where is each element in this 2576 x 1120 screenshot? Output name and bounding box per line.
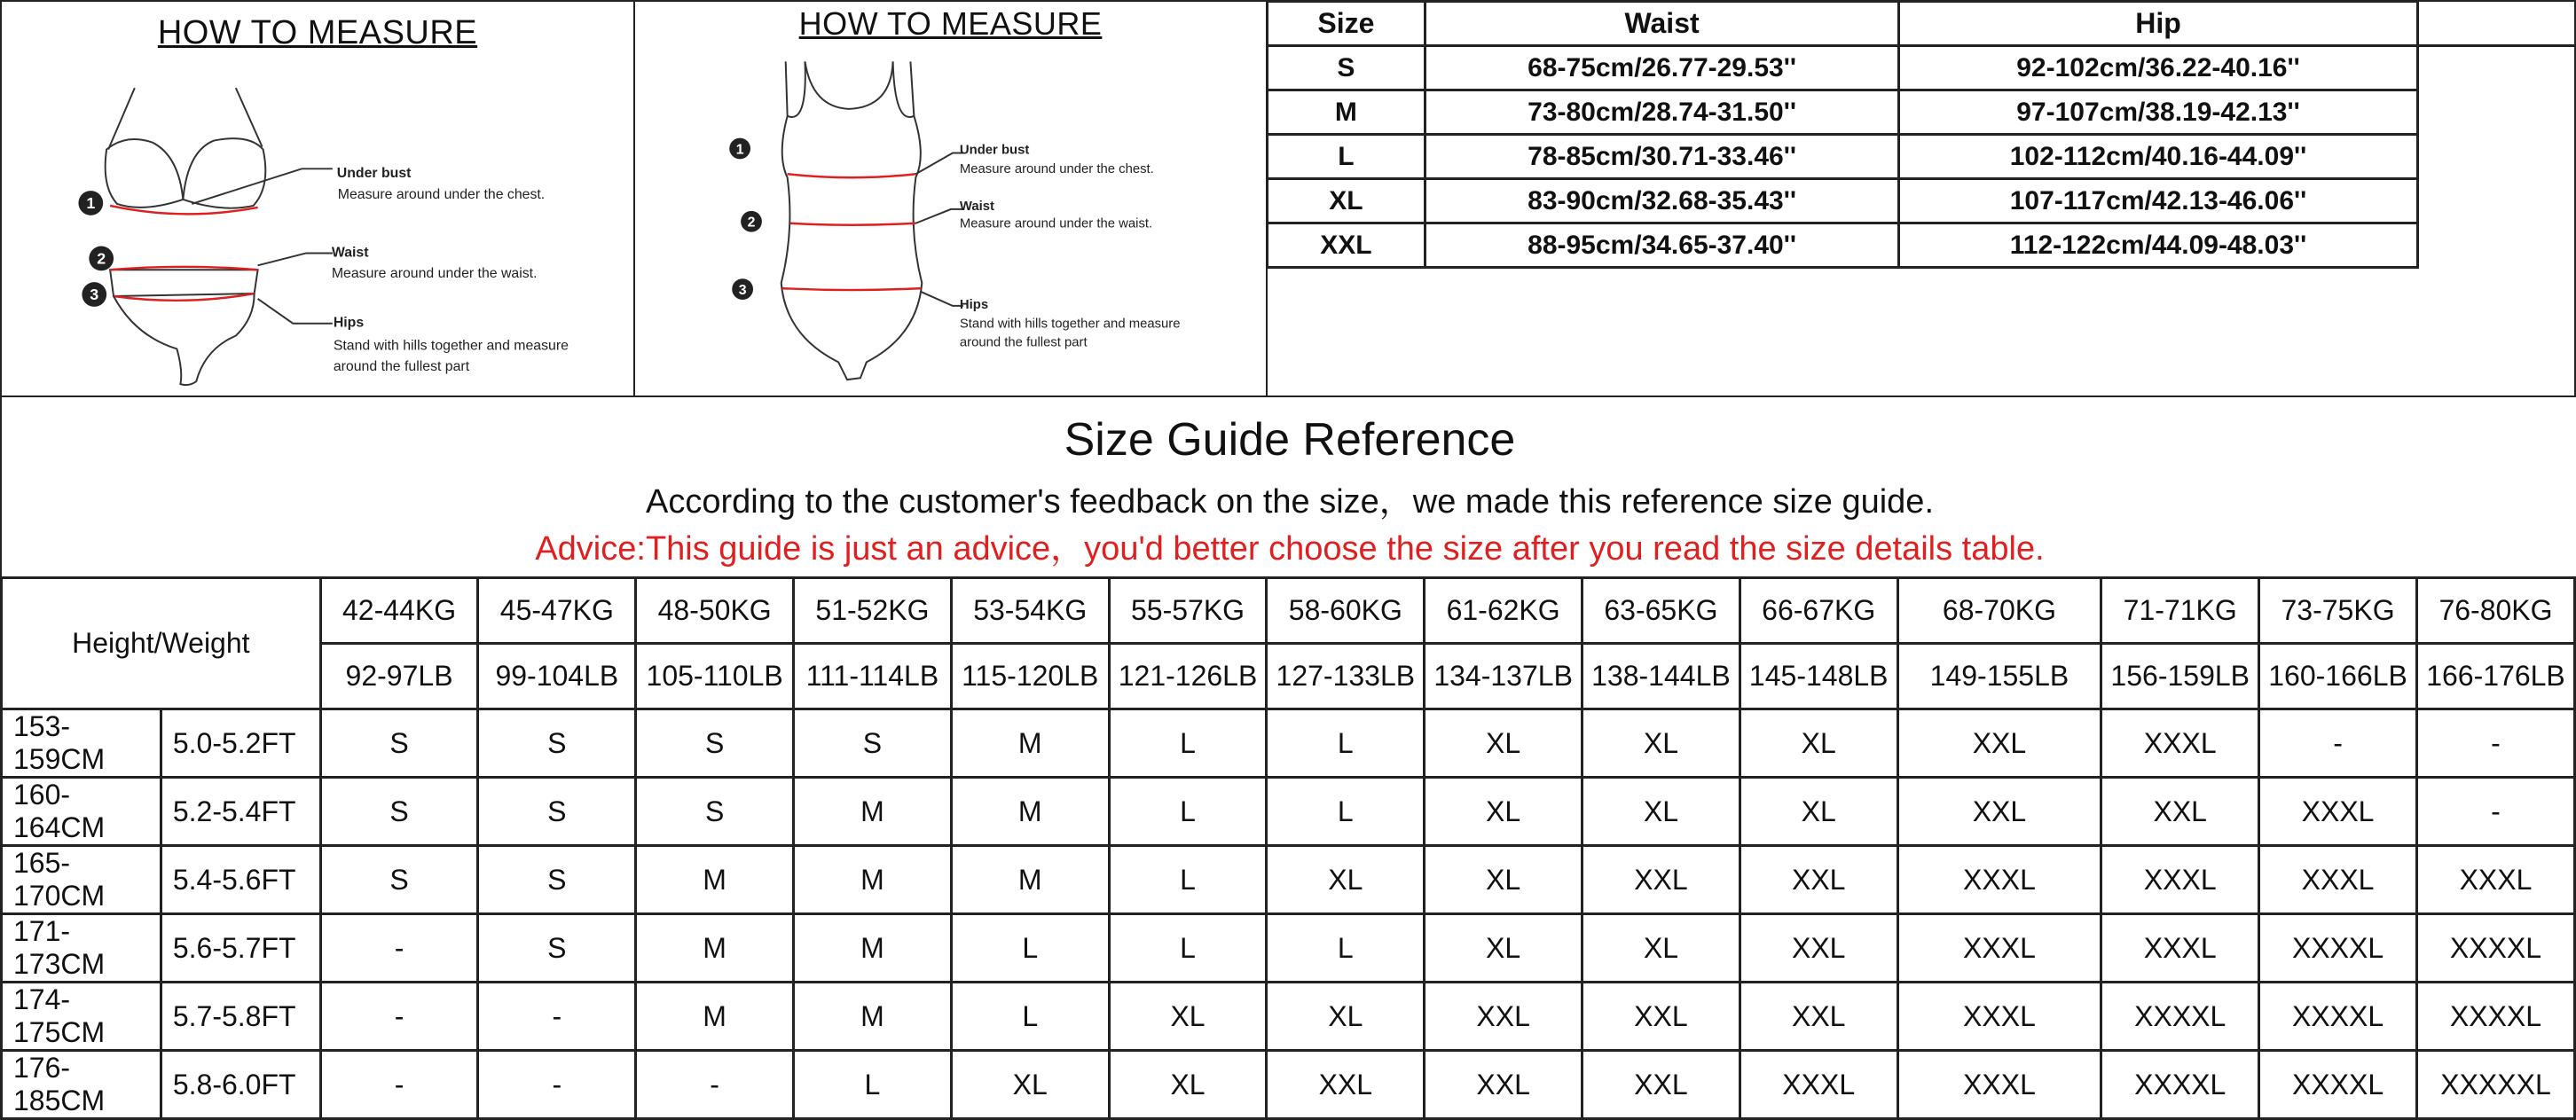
marker-1-num: 1 — [86, 194, 95, 212]
weight-lb-cell: 138-144LB — [1583, 644, 1740, 709]
height-row — [2, 914, 2575, 983]
size-recommendation-cell: L — [1109, 846, 1267, 914]
size-recommendation-cell: XXXXXL — [2416, 1051, 2574, 1119]
size-recommendation-cell: XXXL — [1897, 846, 2101, 914]
size-recommendation-cell: - — [478, 1051, 636, 1119]
size-recommendation-cell: XXXL — [2259, 846, 2417, 914]
size-recommendation-cell: XXXL — [1897, 1051, 2101, 1119]
size-recommendation-cell: XXXXL — [2259, 1051, 2417, 1119]
weight-kg-cell: 76-80KG — [2416, 578, 2574, 644]
marker-2-num: 2 — [748, 215, 756, 231]
weight-kg-cell: 42-44KG — [320, 578, 478, 644]
size-guide-table — [0, 576, 2576, 1120]
size-recommendation-cell: M — [636, 983, 794, 1051]
weight-kg-cell: 53-54KG — [951, 578, 1109, 644]
height-cm-cell: 176-185CM — [2, 1051, 161, 1119]
size-recommendation-cell: L — [951, 983, 1109, 1051]
weight-lb-cell: 105-110LB — [636, 644, 794, 709]
size-recommendation-cell: S — [320, 778, 478, 846]
reference-advice: Advice:This guide is just an advice，you'd better choose the size after you read the size details table. — [2, 521, 2576, 569]
weight-kg-cell: 58-60KG — [1267, 578, 1425, 644]
height-ft-cell: 5.2-5.4FT — [161, 778, 320, 846]
size-recommendation-cell: XXXXL — [2259, 914, 2417, 983]
size-recommendation-cell: L — [1267, 914, 1425, 983]
size-recommendation-cell: XL — [1740, 709, 1897, 778]
empty-cell — [2417, 179, 2576, 223]
reference-title: Size Guide Reference — [2, 413, 2576, 466]
size-cell: XL — [1268, 179, 1425, 223]
hips-label: Hips — [960, 298, 988, 312]
size-recommendation-cell: XL — [951, 1051, 1109, 1119]
size-recommendation-cell: XXL — [1740, 983, 1897, 1051]
size-recommendation-cell: XXXXL — [2101, 1051, 2259, 1119]
size-recommendation-cell: M — [794, 983, 952, 1051]
size-recommendation-cell: XXXL — [2101, 709, 2259, 778]
hips-label: Hips — [334, 316, 365, 331]
size-recommendation-cell: XXL — [2101, 778, 2259, 846]
weight-lb-cell: 160-166LB — [2259, 644, 2417, 709]
size-recommendation-cell: XL — [1425, 778, 1583, 846]
size-recommendation-cell: S — [320, 846, 478, 914]
measure-title: HOW TO MEASURE — [2, 14, 633, 52]
size-recommendation-cell: XXXL — [2101, 846, 2259, 914]
size-table — [1266, 0, 2576, 269]
height-ft-cell: 5.6-5.7FT — [161, 914, 320, 983]
empty-cell — [2417, 46, 2576, 90]
waist-label: Waist — [960, 200, 994, 214]
weight-lb-cell: 99-104LB — [478, 644, 636, 709]
under-bust-label: Under bust — [960, 143, 1029, 157]
size-recommendation-cell: XXL — [1425, 983, 1583, 1051]
waist-header: Waist — [1425, 2, 1898, 46]
size-cell: L — [1268, 135, 1425, 179]
waist-cell: 73-80cm/28.74-31.50'' — [1425, 90, 1898, 135]
height-cm-cell: 160-164CM — [2, 778, 161, 846]
size-row — [1268, 223, 2576, 268]
size-recommendation-cell: - — [2416, 778, 2574, 846]
size-recommendation-cell: S — [478, 846, 636, 914]
size-recommendation-cell: XL — [1583, 778, 1740, 846]
marker-3-num: 3 — [90, 286, 98, 303]
size-recommendation-cell: M — [951, 778, 1109, 846]
hip-cell: 97-107cm/38.19-42.13'' — [1899, 90, 2417, 135]
size-cell: M — [1268, 90, 1425, 135]
size-recommendation-cell: M — [794, 778, 952, 846]
height-ft-cell: 5.4-5.6FT — [161, 846, 320, 914]
weight-lb-row — [2, 644, 2575, 709]
size-row — [1268, 90, 2576, 135]
waist-cell: 68-75cm/26.77-29.53'' — [1425, 46, 1898, 90]
size-recommendation-cell: XL — [1267, 983, 1425, 1051]
weight-kg-cell: 48-50KG — [636, 578, 794, 644]
size-recommendation-cell: XL — [1267, 846, 1425, 914]
reference-header — [0, 396, 2576, 578]
size-recommendation-cell: XXL — [1897, 778, 2101, 846]
height-ft-cell: 5.8-6.0FT — [161, 1051, 320, 1119]
hip-cell: 102-112cm/40.16-44.09'' — [1899, 135, 2417, 179]
size-recommendation-cell: XXXXL — [2416, 914, 2574, 983]
hips-desc-2: around the fullest part — [960, 335, 1088, 349]
hips-desc-1: Stand with hills together and measure — [960, 317, 1181, 332]
under-bust-label: Under bust — [337, 166, 412, 181]
size-recommendation-cell: XXL — [1740, 846, 1897, 914]
height-row — [2, 983, 2575, 1051]
size-recommendation-cell: S — [320, 709, 478, 778]
size-row — [1268, 46, 2576, 90]
size-recommendation-cell: XXXL — [1740, 1051, 1897, 1119]
size-recommendation-cell: M — [636, 846, 794, 914]
size-recommendation-cell: M — [951, 846, 1109, 914]
weight-kg-cell: 66-67KG — [1740, 578, 1897, 644]
marker-2-num: 2 — [97, 249, 106, 267]
height-row — [2, 709, 2575, 778]
size-recommendation-cell: L — [1109, 778, 1267, 846]
hip-cell: 112-122cm/44.09-48.03'' — [1899, 223, 2417, 268]
under-bust-desc: Measure around under the chest. — [338, 187, 545, 202]
size-recommendation-cell: XXXXL — [2416, 983, 2574, 1051]
weight-kg-cell: 63-65KG — [1583, 578, 1740, 644]
hip-cell: 107-117cm/42.13-46.06'' — [1899, 179, 2417, 223]
size-recommendation-cell: XL — [1740, 778, 1897, 846]
size-recommendation-cell: XXXL — [2259, 778, 2417, 846]
size-recommendation-cell: XL — [1109, 1051, 1267, 1119]
size-recommendation-cell: - — [478, 983, 636, 1051]
hip-header: Hip — [1899, 2, 2417, 46]
bikini-illustration — [2, 2, 633, 396]
height-row — [2, 778, 2575, 846]
measure-panel-bikini — [0, 0, 635, 397]
size-recommendation-cell: XXXXL — [2101, 983, 2259, 1051]
size-recommendation-cell: M — [636, 914, 794, 983]
size-recommendation-cell: XXXL — [1897, 983, 2101, 1051]
size-recommendation-cell: L — [1267, 709, 1425, 778]
size-recommendation-cell: - — [636, 1051, 794, 1119]
weight-lb-cell: 145-148LB — [1740, 644, 1897, 709]
size-recommendation-cell: S — [478, 914, 636, 983]
reference-subtitle: According to the customer's feedback on the size，we made this reference size guide. — [2, 474, 2576, 522]
weight-kg-cell: 55-57KG — [1109, 578, 1267, 644]
size-recommendation-cell: - — [2259, 709, 2417, 778]
size-recommendation-cell: XL — [1583, 709, 1740, 778]
size-header: Size — [1268, 2, 1425, 46]
size-recommendation-cell: XXL — [1897, 709, 2101, 778]
size-recommendation-cell: - — [320, 914, 478, 983]
hips-desc-2: around the fullest part — [334, 359, 470, 374]
size-recommendation-cell: S — [794, 709, 952, 778]
measure-title: HOW TO MEASURE — [635, 5, 1266, 43]
size-recommendation-cell: XXL — [1583, 1051, 1740, 1119]
size-recommendation-cell: XXL — [1583, 846, 1740, 914]
height-cm-cell: 153-159CM — [2, 709, 161, 778]
weight-kg-cell: 45-47KG — [478, 578, 636, 644]
empty-cell — [2417, 90, 2576, 135]
weight-lb-cell: 127-133LB — [1267, 644, 1425, 709]
marker-1-num: 1 — [736, 142, 744, 157]
marker-3-num: 3 — [739, 283, 747, 298]
measure-panel-swimsuit — [633, 0, 1268, 397]
empty-header — [2417, 2, 2576, 46]
height-row — [2, 846, 2575, 914]
size-cell: S — [1268, 46, 1425, 90]
size-recommendation-cell: XXXL — [2416, 846, 2574, 914]
size-recommendation-cell: L — [1109, 709, 1267, 778]
weight-lb-cell: 115-120LB — [951, 644, 1109, 709]
size-recommendation-cell: S — [636, 778, 794, 846]
size-recommendation-cell: M — [951, 709, 1109, 778]
size-recommendation-cell: L — [951, 914, 1109, 983]
size-cell: XXL — [1268, 223, 1425, 268]
weight-kg-row — [2, 578, 2575, 644]
size-recommendation-cell: L — [1267, 778, 1425, 846]
under-bust-desc: Measure around under the chest. — [960, 162, 1154, 176]
size-recommendation-cell: S — [478, 778, 636, 846]
hip-cell: 92-102cm/36.22-40.16'' — [1899, 46, 2417, 90]
weight-kg-cell: 68-70KG — [1897, 578, 2101, 644]
size-recommendation-cell: S — [636, 709, 794, 778]
size-recommendation-cell: - — [2416, 709, 2574, 778]
size-row — [1268, 135, 2576, 179]
size-row — [1268, 179, 2576, 223]
size-recommendation-cell: XL — [1583, 914, 1740, 983]
size-recommendation-cell: XL — [1425, 709, 1583, 778]
weight-kg-cell: 51-52KG — [794, 578, 952, 644]
weight-lb-cell: 111-114LB — [794, 644, 952, 709]
height-weight-corner: Height/Weight — [2, 578, 321, 709]
height-cm-cell: 171-173CM — [2, 914, 161, 983]
weight-kg-cell: 61-62KG — [1425, 578, 1583, 644]
weight-lb-cell: 134-137LB — [1425, 644, 1583, 709]
size-recommendation-cell: XXXL — [2101, 914, 2259, 983]
waist-cell: 88-95cm/34.65-37.40'' — [1425, 223, 1898, 268]
weight-lb-cell: 149-155LB — [1897, 644, 2101, 709]
hips-desc-1: Stand with hills together and measure — [334, 338, 569, 353]
weight-lb-cell: 121-126LB — [1109, 644, 1267, 709]
weight-lb-cell: 166-176LB — [2416, 644, 2574, 709]
weight-lb-cell: 156-159LB — [2101, 644, 2259, 709]
size-recommendation-cell: XXL — [1583, 983, 1740, 1051]
empty-cell — [2417, 135, 2576, 179]
weight-kg-cell: 73-75KG — [2259, 578, 2417, 644]
waist-desc: Measure around under the waist. — [960, 217, 1152, 231]
swimsuit-illustration — [635, 2, 1266, 396]
size-recommendation-cell: - — [320, 983, 478, 1051]
waist-cell: 83-90cm/32.68-35.43'' — [1425, 179, 1898, 223]
empty-cell — [2417, 223, 2576, 268]
size-recommendation-cell: XXL — [1267, 1051, 1425, 1119]
size-recommendation-cell: M — [794, 914, 952, 983]
size-recommendation-cell: XL — [1109, 983, 1267, 1051]
height-cm-cell: 174-175CM — [2, 983, 161, 1051]
height-row — [2, 1051, 2575, 1119]
waist-desc: Measure around under the waist. — [332, 266, 538, 281]
size-recommendation-cell: XXL — [1425, 1051, 1583, 1119]
height-ft-cell: 5.7-5.8FT — [161, 983, 320, 1051]
weight-lb-cell: 92-97LB — [320, 644, 478, 709]
size-recommendation-cell: L — [1109, 914, 1267, 983]
size-recommendation-cell: XL — [1425, 914, 1583, 983]
height-ft-cell: 5.0-5.2FT — [161, 709, 320, 778]
size-recommendation-cell: XXL — [1740, 914, 1897, 983]
size-recommendation-cell: M — [794, 846, 952, 914]
size-recommendation-cell: XXXXL — [2259, 983, 2417, 1051]
weight-kg-cell: 71-71KG — [2101, 578, 2259, 644]
size-recommendation-cell: XL — [1425, 846, 1583, 914]
size-recommendation-cell: XXXL — [1897, 914, 2101, 983]
size-recommendation-cell: S — [478, 709, 636, 778]
waist-label: Waist — [332, 245, 369, 260]
waist-cell: 78-85cm/30.71-33.46'' — [1425, 135, 1898, 179]
size-recommendation-cell: - — [320, 1051, 478, 1119]
size-table-header — [1268, 2, 2576, 46]
size-recommendation-cell: L — [794, 1051, 952, 1119]
height-cm-cell: 165-170CM — [2, 846, 161, 914]
